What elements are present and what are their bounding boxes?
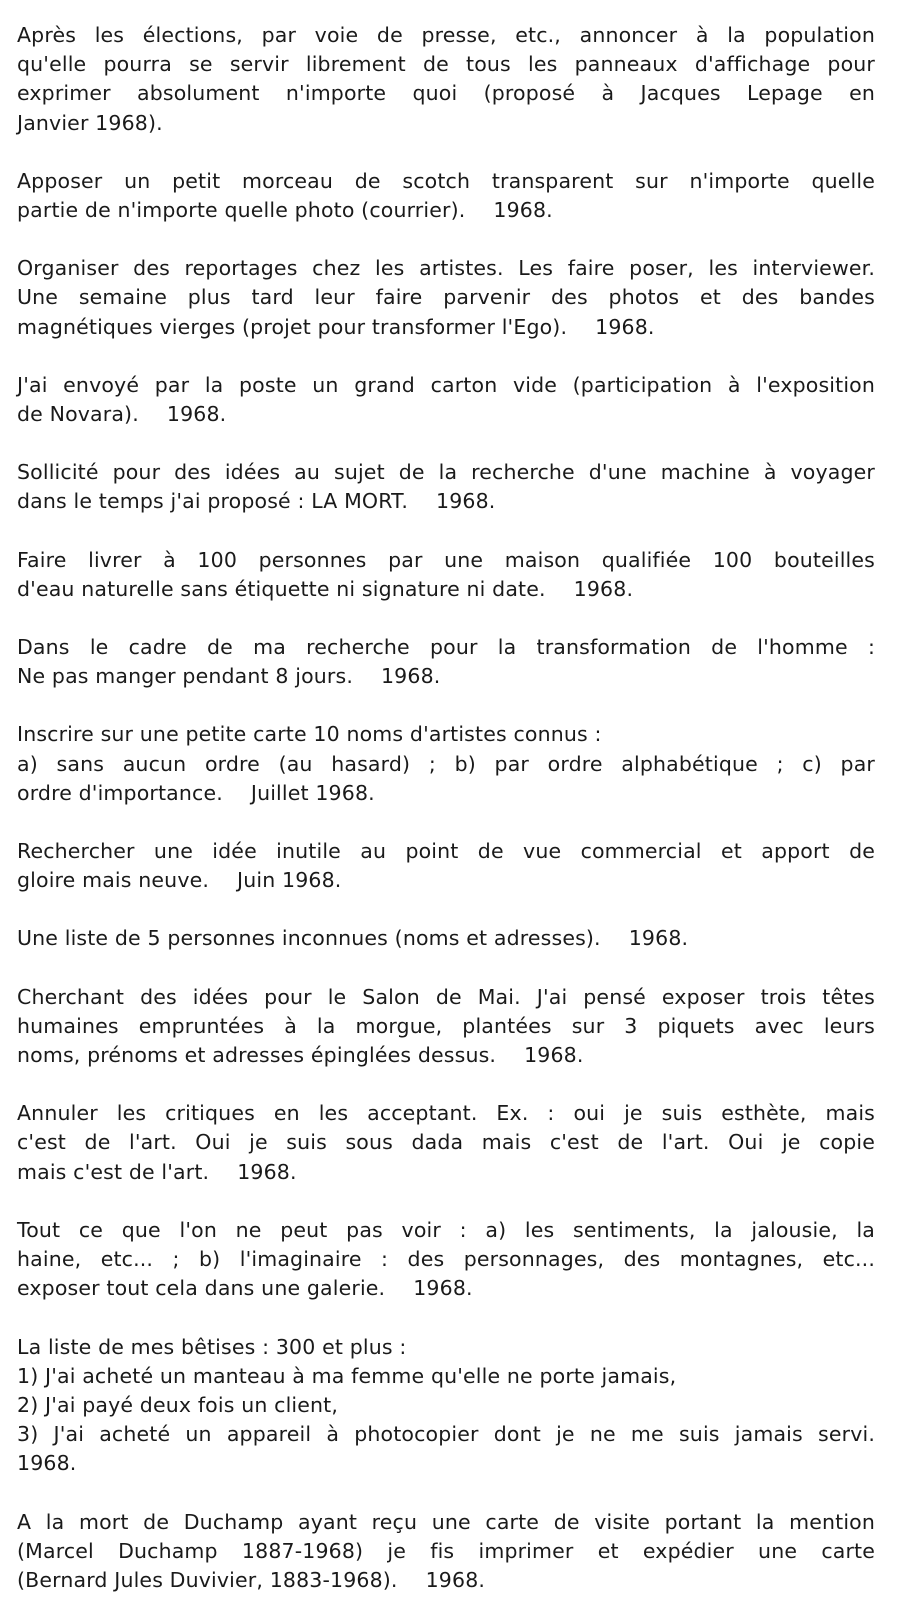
text-line-content: de Novara).: [17, 402, 139, 427]
date-label: 1968.: [628, 926, 689, 951]
paragraph-bouteilles: [17, 546, 875, 604]
text-line: Dans le cadre de ma recherche pour la transformation de l'homme :: [17, 635, 875, 660]
text-line-content: magnétiques vierges (projet pour transformer l'Ego).: [17, 314, 568, 339]
date-label: 1968.: [595, 314, 655, 339]
text-line: [17, 924, 875, 953]
text-line-content: gloire mais neuve.: [17, 868, 210, 893]
date-label: 1968.: [524, 1043, 584, 1068]
date-label: 1968.: [166, 402, 227, 427]
text-line: [17, 1566, 875, 1595]
date-label: 1968.: [380, 664, 441, 689]
paragraph-scotch: [17, 167, 875, 225]
date-label: 1968.: [413, 1276, 473, 1301]
text-line: [17, 662, 875, 691]
text-line: [17, 487, 875, 516]
paragraph-salon-de-mai: [17, 983, 875, 1071]
document-page: [17, 21, 875, 1595]
text-line: [17, 1274, 875, 1303]
text-line-content: Une liste de 5 personnes inconnues (noms et adresses).: [17, 926, 601, 951]
paragraph-betises: [17, 1333, 875, 1479]
text-line: Cherchant des idées pour le Salon de Mai. J'ai pensé exposer trois têtes: [17, 984, 875, 1009]
paragraph-idee-inutile: [17, 837, 875, 895]
text-line: [17, 779, 875, 808]
text-line: [17, 196, 875, 225]
text-line-content: d'eau naturelle sans étiquette ni signature ni date.: [17, 576, 546, 601]
text-line: (Marcel Duchamp 1887-1968) je fis imprimer et expédier une carte: [17, 1538, 875, 1563]
text-line-content: ordre d'importance.: [17, 780, 223, 805]
list-item: 2) J'ai payé deux fois un client,: [17, 1392, 339, 1417]
text-line-content: (Bernard Jules Duvivier, 1883-1968).: [17, 1567, 398, 1592]
text-line: A la mort de Duchamp ayant reçu une carte de visite portant la mention: [17, 1509, 875, 1534]
text-line: Annuler les critiques en les acceptant. Ex. : oui je suis esthète, mais: [17, 1101, 875, 1126]
text-line-content: partie de n'importe quelle photo (courrier).: [17, 198, 466, 223]
list-item: 1) J'ai acheté un manteau à ma femme qu'elle ne porte jamais,: [17, 1363, 677, 1388]
date-label: 1968.: [425, 1567, 486, 1592]
text-line: Organiser des reportages chez les artistes. Les faire poser, les interviewer.: [17, 256, 875, 281]
text-line: Tout ce que l'on ne peut pas voir : a) les sentiments, la jalousie, la: [17, 1217, 875, 1242]
text-line: [17, 575, 875, 604]
date-label: 1968.: [237, 1159, 297, 1184]
text-line: [17, 866, 875, 895]
text-line: J'ai envoyé par la poste un grand carton vide (participation à l'exposition: [17, 372, 875, 397]
paragraph-invisible: [17, 1216, 875, 1304]
text-line: La liste de mes bêtises : 300 et plus :: [17, 1334, 407, 1359]
text-line: [17, 313, 875, 342]
text-line: [17, 1041, 875, 1070]
text-line-content: mais c'est de l'art.: [17, 1159, 210, 1184]
date-label: Juillet 1968.: [250, 780, 375, 805]
text-line: haine, etc... ; b) l'imaginaire : des personnages, des montagnes, etc...: [17, 1247, 875, 1272]
text-line: qu'elle pourra se servir librement de tous les panneaux d'affichage pour: [17, 52, 875, 77]
date-label: Juin 1968.: [237, 868, 342, 893]
date-label: 1968.: [436, 489, 496, 514]
text-line-content: exposer tout cela dans une galerie.: [17, 1276, 386, 1301]
date-label: 1968.: [493, 198, 553, 223]
paragraph-machine: [17, 458, 875, 516]
text-line: a) sans aucun ordre (au hasard) ; b) par ordre alphabétique ; c) par: [17, 751, 875, 776]
paragraph-critiques: [17, 1099, 875, 1187]
paragraph-liste-inconnus: [17, 924, 875, 953]
text-line-content: dans le temps j'ai proposé : LA MORT.: [17, 489, 409, 514]
text-line-content: noms, prénoms et adresses épinglées dessus.: [17, 1043, 497, 1068]
paragraph-reportages: [17, 254, 875, 342]
text-line: Apposer un petit morceau de scotch transparent sur n'importe quelle: [17, 168, 875, 193]
paragraph-carton: [17, 371, 875, 429]
paragraph-affichage: [17, 21, 875, 138]
list-item: 3) J'ai acheté un appareil à photocopier dont je ne me suis jamais servi.: [17, 1422, 875, 1447]
text-line: Faire livrer à 100 personnes par une maison qualifiée 100 bouteilles: [17, 547, 875, 572]
text-line-content: Ne pas manger pendant 8 jours.: [17, 664, 353, 689]
text-line: Janvier 1968).: [17, 110, 163, 135]
text-line: Inscrire sur une petite carte 10 noms d'artistes connus :: [17, 722, 602, 747]
text-line: exprimer absolument n'importe quoi (proposé à Jacques Lepage en: [17, 81, 875, 106]
text-line: Rechercher une idée inutile au point de vue commercial et apport de: [17, 839, 875, 864]
paragraph-manger: [17, 633, 875, 691]
text-line: c'est de l'art. Oui je suis sous dada mais c'est de l'art. Oui je copie: [17, 1130, 875, 1155]
text-line: Sollicité pour des idées au sujet de la recherche d'une machine à voyager: [17, 460, 875, 485]
text-line: [17, 1158, 875, 1187]
paragraph-carte-noms: [17, 720, 875, 808]
text-line: humaines empruntées à la morgue, plantées sur 3 piquets avec leurs: [17, 1013, 875, 1038]
paragraph-duchamp: [17, 1508, 875, 1596]
date-label: 1968.: [17, 1451, 77, 1476]
text-line: [17, 400, 875, 429]
text-line: Après les élections, par voie de presse, etc., annoncer à la population: [17, 23, 875, 47]
text-line: Une semaine plus tard leur faire parvenir des photos et des bandes: [17, 285, 875, 310]
date-label: 1968.: [573, 576, 634, 601]
